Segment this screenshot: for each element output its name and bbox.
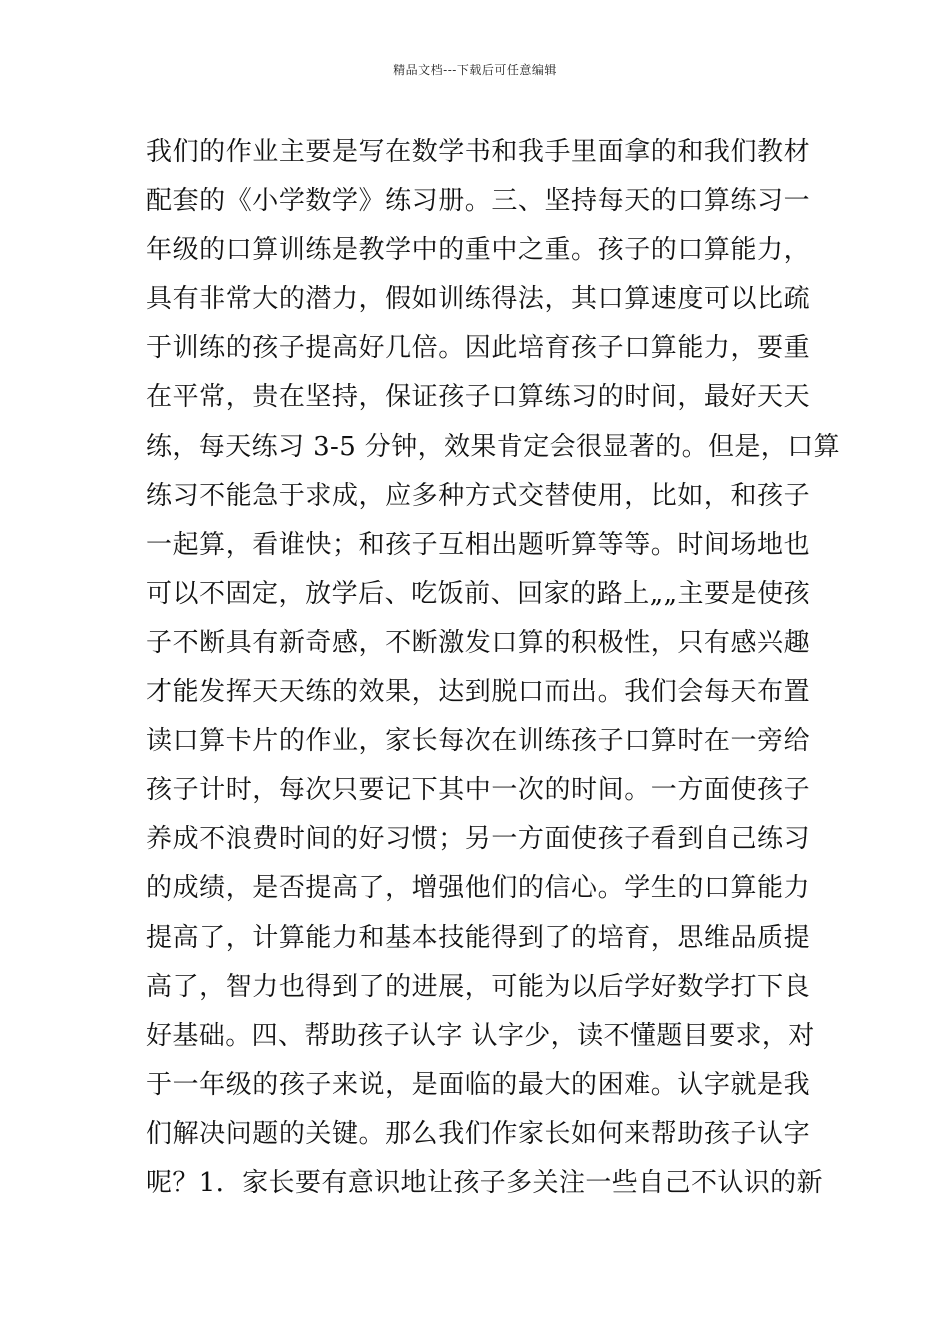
text-line-16: 的成绩，是否提高了，增强他们的信心。学生的口算能力: [146, 873, 810, 904]
text-line-14: 孩子计时，每次只要记下其中一次的时间。一方面使孩子: [146, 775, 810, 806]
text-line-1: 我们的作业主要是写在数学书和我手里面拿的和我们教材: [146, 137, 810, 167]
text-line-17: 提高了，计算能力和基本技能得到了的培育，思维品质提: [146, 922, 810, 953]
page-header: 精品文档---下载后可任意编辑: [393, 63, 557, 77]
text-line-8: 练习不能急于求成，应多种方式交替使用，比如，和孩子: [146, 480, 810, 511]
text-line-7: 练，每天练习 3-5 分钟，效果肯定会很显著的。但是，口算: [146, 431, 840, 462]
body-text: [146, 128, 840, 1208]
text-line-12: 才能发挥天天练的效果，达到脱口而出。我们会每天布置: [146, 677, 810, 708]
text-line-9: 一起算，看谁快；和孩子互相出题听算等等。时间场地也: [146, 529, 810, 560]
text-line-20: 于一年级的孩子来说，是面临的最大的困难。认字就是我: [146, 1069, 810, 1100]
text-line-19: 好基础。四、帮助孩子认字 认字少，读不懂题目要求，对: [146, 1020, 815, 1051]
text-line-2: 配套的《小学数学》练习册。三、坚持每天的口算练习一: [146, 186, 810, 217]
text-line-6: 在平常，贵在坚持，保证孩子口算练习的时间，最好天天: [146, 382, 810, 413]
text-line-18: 高了，智力也得到了的进展，可能为以后学好数学打下良: [146, 971, 810, 1002]
text-line-5: 于训练的孩子提高好几倍。因此培育孩子口算能力，要重: [146, 333, 810, 364]
text-line-10: 可以不固定，放学后、吃饭前、回家的路上„„主要是使孩: [146, 578, 810, 609]
text-line-13: 读口算卡片的作业，家长每次在训练孩子口算时在一旁给: [146, 726, 810, 757]
text-line-4: 具有非常大的潜力，假如训练得法，其口算速度可以比疏: [146, 284, 810, 315]
text-line-22: 呢？1．家长要有意识地让孩子多关注一些自己不认识的新: [146, 1167, 823, 1198]
text-line-3: 年级的口算训练是教学中的重中之重。孩子的口算能力，: [146, 235, 810, 266]
text-line-15: 养成不浪费时间的好习惯；另一方面使孩子看到自己练习: [146, 824, 810, 855]
text-line-21: 们解决问题的关键。那么我们作家长如何来帮助孩子认字: [146, 1118, 810, 1149]
text-line-11: 子不断具有新奇感，不断激发口算的积极性，只有感兴趣: [146, 627, 810, 658]
